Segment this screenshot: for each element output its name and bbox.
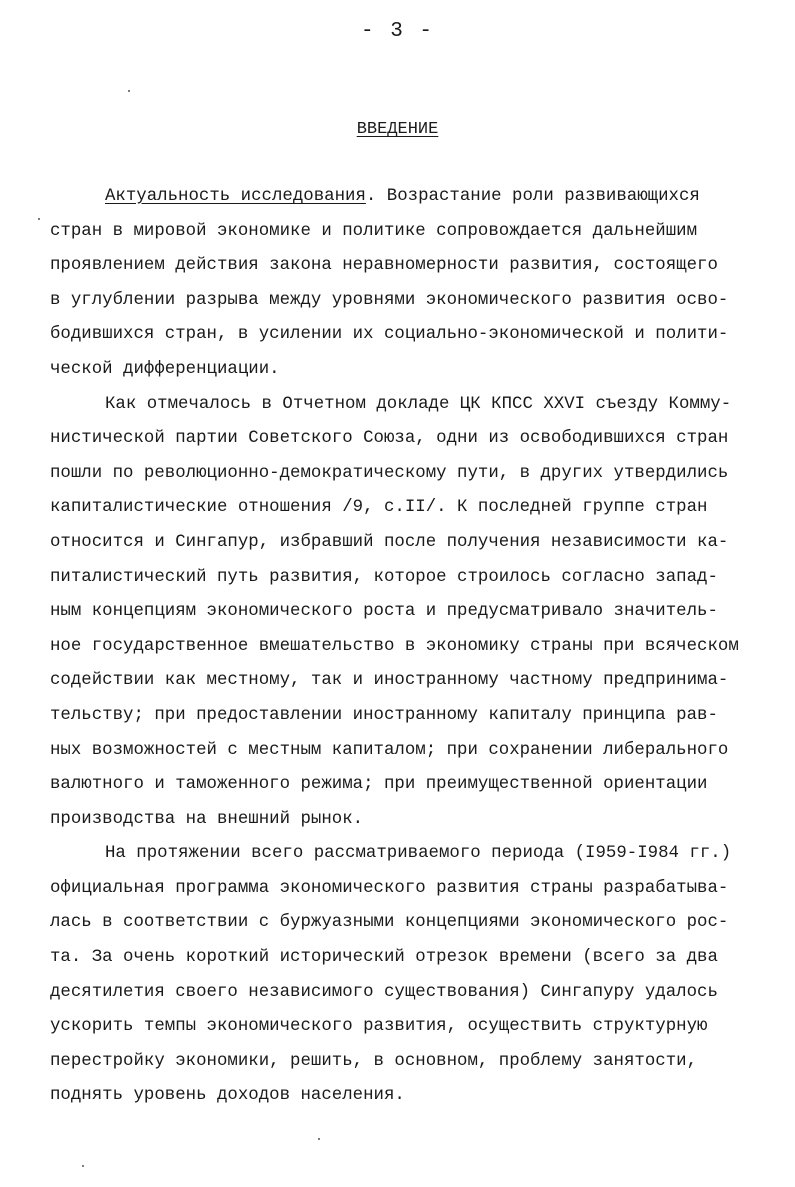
text-line: относится и Сингапур, избравший после получения независимости ка-: [50, 532, 729, 552]
text-line: капиталистические отношения /9, с.II/. К последней группе стран: [50, 498, 708, 518]
text-line: нистической партии Советского Союза, одни из освободившихся стран: [50, 429, 729, 449]
text-line: та. За очень короткий исторический отрезок времени (всего за два: [50, 948, 718, 968]
scan-speck: [128, 90, 130, 92]
text-line: десятилетия своего независимого существования) Сингапуру удалось: [50, 982, 718, 1002]
text-line: тельству; при предоставлении иностранному капиталу принципа рав-: [50, 705, 718, 725]
text-line: проявлением действия закона неравномерности развития, состоящего: [50, 256, 718, 276]
lead-phrase: Актуальность исследования: [105, 187, 366, 206]
scan-speck: [318, 1138, 320, 1140]
text-line: На протяжении всего рассматриваемого периода (I959-I984 гг.): [105, 844, 732, 864]
text-line: ческой дифференциации.: [50, 359, 280, 379]
paragraph-3: [50, 837, 762, 1114]
text-line: официальная программа экономического развития страны разрабатыва-: [50, 878, 729, 898]
scan-speck: [38, 218, 40, 220]
text-line: ускорить темпы экономического развития, осуществить структурную: [50, 1017, 708, 1037]
text-line: стран в мировой экономике и политике сопровождается дальнейшим: [50, 221, 698, 241]
page-number: - 3 -: [360, 20, 434, 43]
text-line: производства на внешний рынок.: [50, 809, 364, 829]
text-line: лась в соответствии с буржуазными концепциями экономического рос-: [50, 913, 729, 933]
text-line: Актуальность исследования. Возрастание роли развивающихся: [105, 187, 700, 206]
text-line: в углублении разрыва между уровнями экономического развития осво-: [50, 290, 729, 310]
text-line: валютного и таможенного режима; при преимущественной ориентации: [50, 775, 708, 795]
text-line: Как отмечалось в Отчетном докладе ЦК КПСС XXVI съезду Комму-: [105, 394, 732, 414]
text-line: поднять уровень доходов населения.: [50, 1086, 405, 1106]
section-heading: ВВЕДЕНИЕ: [356, 120, 439, 139]
text-line: содействии как местному, так и иностранному частному предпринима-: [50, 671, 729, 691]
text-line: ных возможностей с местным капиталом; при сохранении либерального: [50, 740, 729, 760]
paragraph-2: [50, 388, 762, 838]
text-line: пошли по революционно-демократическому пути, в других утвердились: [50, 463, 729, 483]
text-line: перестройку экономики, решить, в основном, проблему занятости,: [50, 1051, 698, 1071]
body-text: [50, 180, 762, 1114]
paragraph-1: [50, 180, 762, 388]
scan-speck: [82, 1165, 84, 1167]
text-line: питалистический путь развития, которое строилось согласно запад-: [50, 567, 718, 587]
text-line: бодившихся стран, в усилении их социально-экономической и полити-: [50, 325, 729, 345]
text-line: ным концепциям экономического роста и предусматривало значитель-: [50, 602, 718, 622]
text-line: ное государственное вмешательство в экономику страны при всяческом: [50, 636, 739, 656]
